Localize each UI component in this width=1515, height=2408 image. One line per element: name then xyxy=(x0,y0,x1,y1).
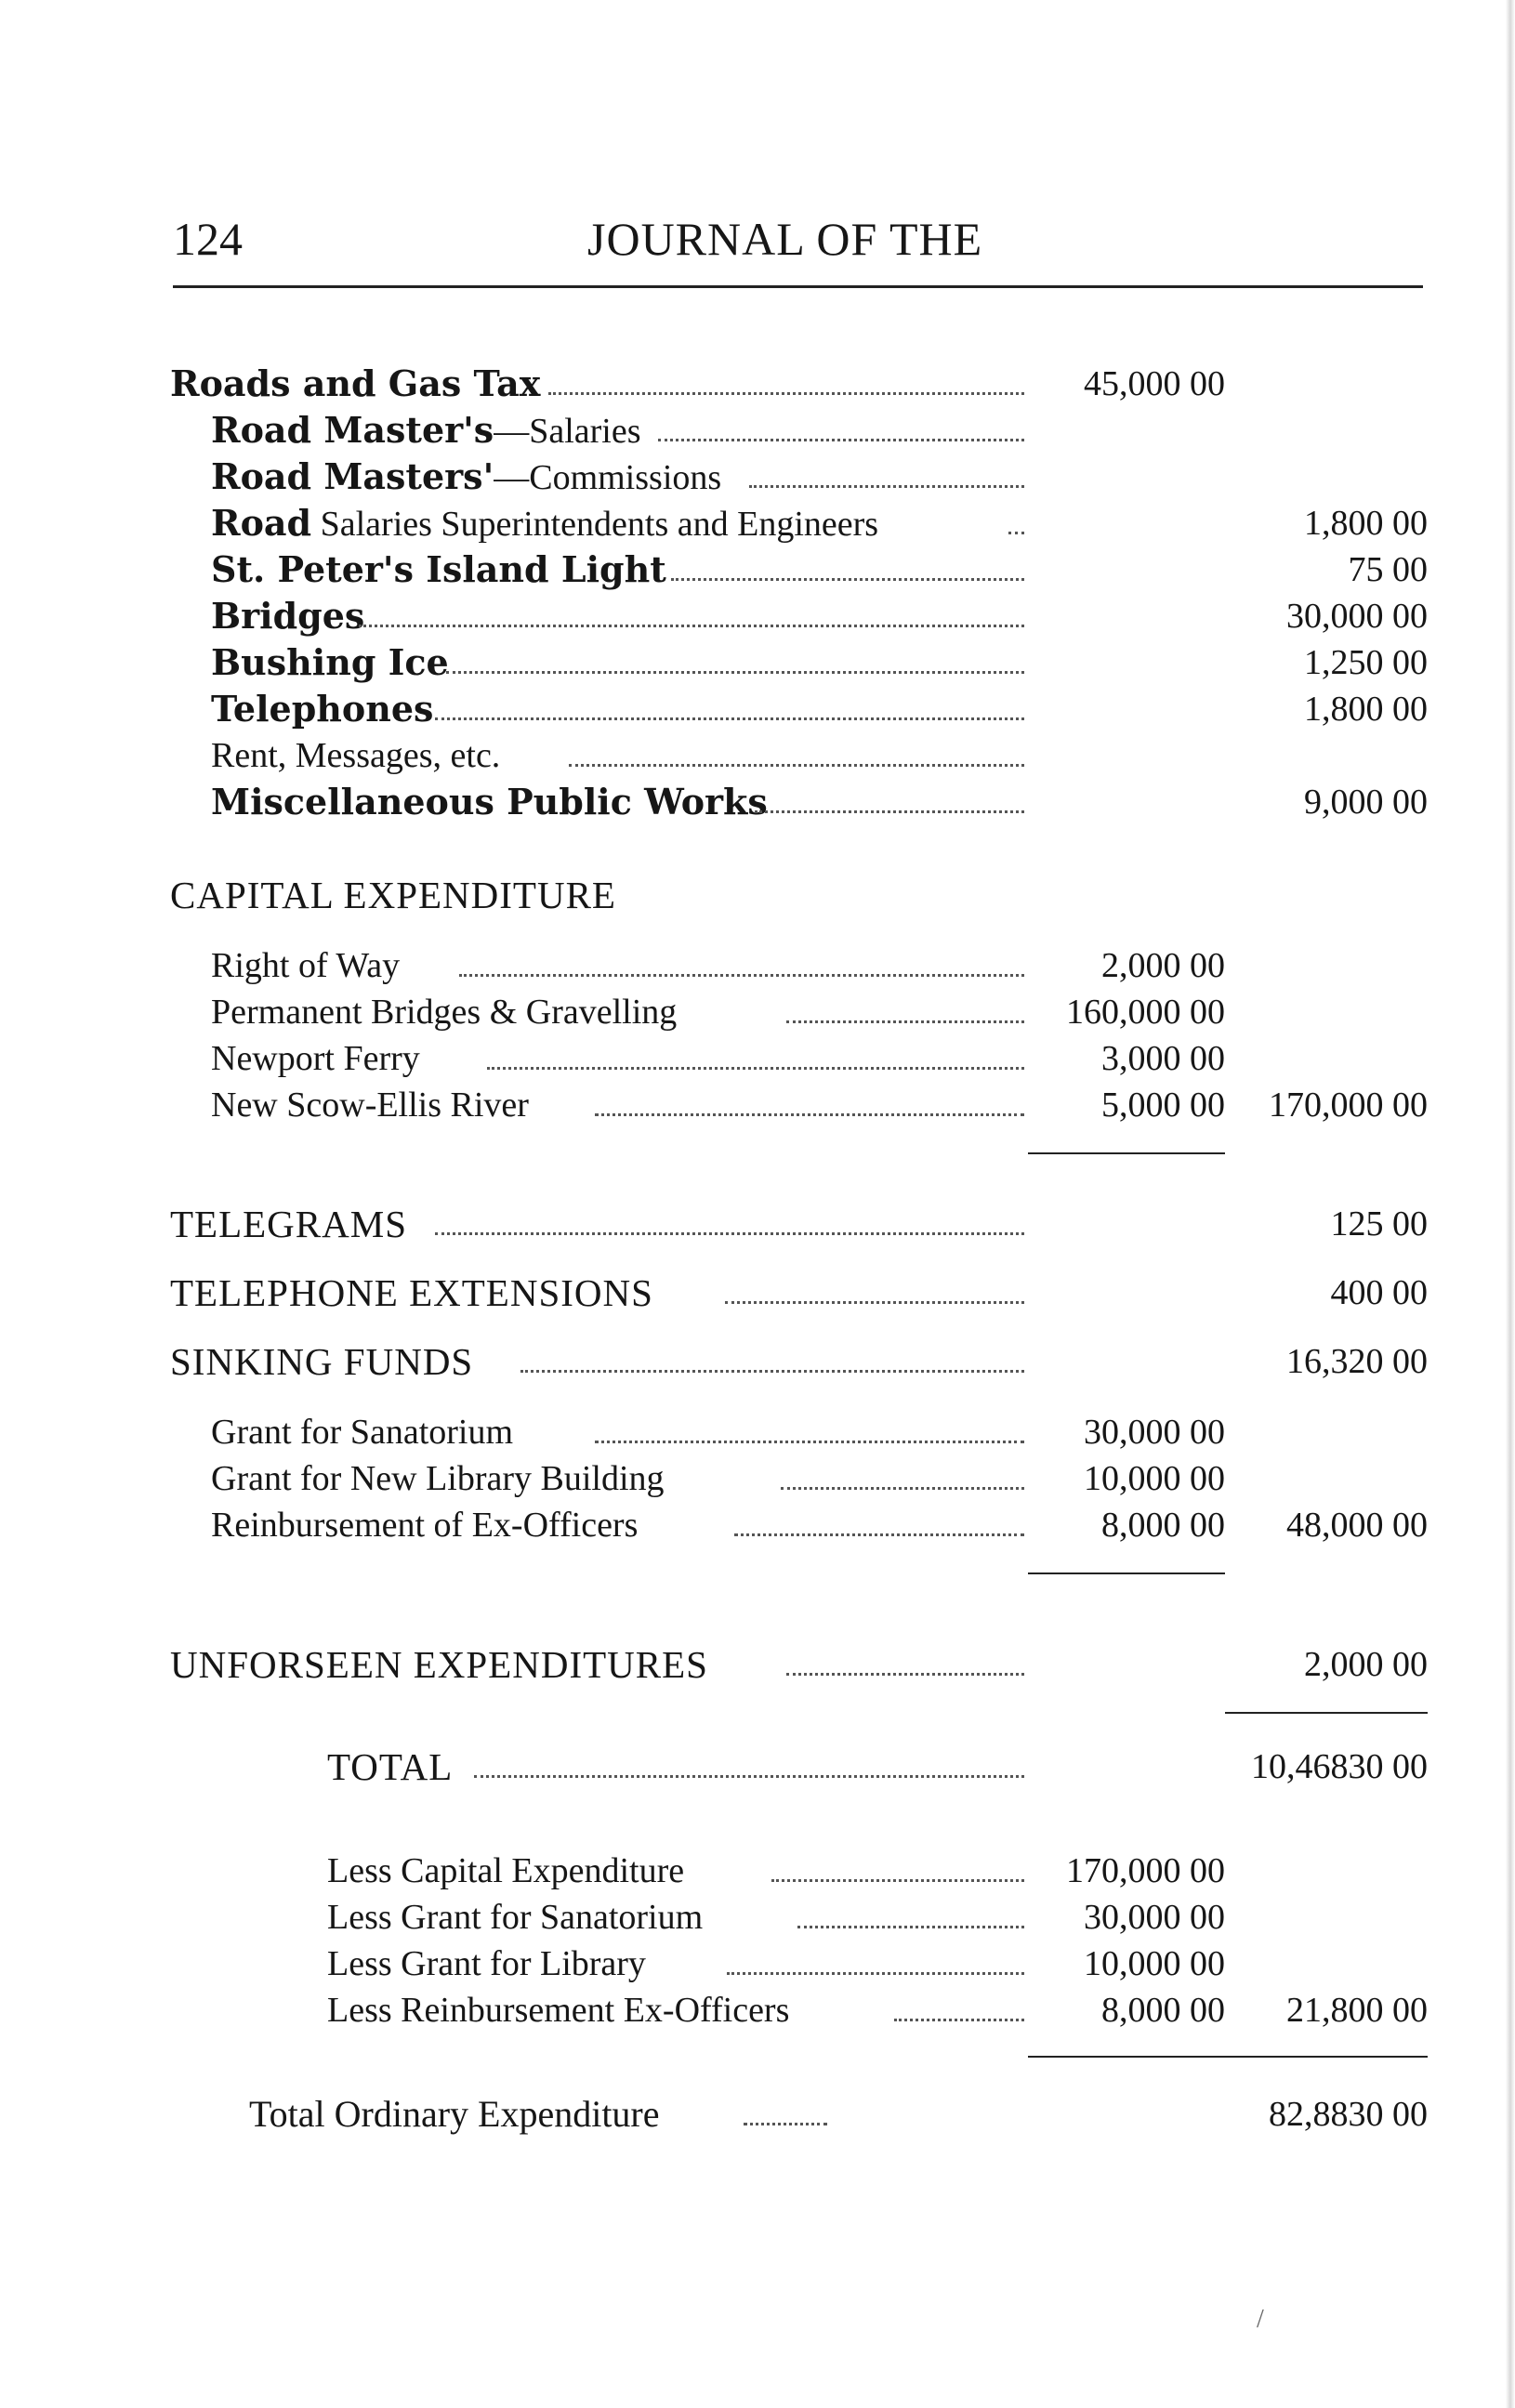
leader-dots xyxy=(435,699,1024,720)
leader-dots xyxy=(725,1283,1024,1304)
leader-dots xyxy=(781,1468,1024,1490)
capital-amount: 5,000 00 xyxy=(1101,1086,1225,1125)
total-telephones: 1,800 00 xyxy=(1304,690,1428,729)
label-island-light: St. Peter's Island Light xyxy=(211,548,666,590)
capital-total: 170,000 00 xyxy=(1269,1086,1428,1125)
label-road-salaries: Road Salaries Superintendents and Engineers xyxy=(211,502,879,544)
label-roads-gas-tax: Roads and Gas Tax xyxy=(170,362,541,404)
row-telephones xyxy=(0,686,1515,732)
capital-label: Right of Way xyxy=(211,946,401,985)
total-unforseen: 2,000 00 xyxy=(1304,1645,1428,1684)
amount-total-ordinary: 82,8830 00 xyxy=(1269,2095,1428,2134)
row-road-masters-commissions xyxy=(0,454,1515,500)
label-bushing-ice: Bushing Ice xyxy=(211,641,449,683)
less-amount: 10,000 00 xyxy=(1084,1944,1225,1983)
grant-label: Grant for New Library Building xyxy=(211,1459,665,1498)
capital-row xyxy=(0,1035,1515,1082)
leader-dots xyxy=(487,1048,1024,1070)
label-road-master-salaries: Road Master's—Salaries xyxy=(211,409,641,451)
leader-dots xyxy=(569,745,1024,767)
capital-heading-row xyxy=(0,872,1515,918)
capital-label: Permanent Bridges & Gravelling xyxy=(211,993,678,1032)
page-number: 124 xyxy=(173,213,243,265)
less-row xyxy=(0,1848,1515,1894)
row-telephone-extensions xyxy=(0,1270,1515,1316)
less-row xyxy=(0,1987,1515,2033)
leader-dots xyxy=(744,2104,827,2125)
label-total: TOTAL xyxy=(327,1745,454,1788)
leader-dots xyxy=(755,792,1024,813)
row-road-salaries xyxy=(0,500,1515,546)
leader-dots xyxy=(894,2000,1024,2021)
amount-total: 10,46830 00 xyxy=(1251,1747,1428,1786)
less-row xyxy=(0,1894,1515,1941)
less-label: Less Reinbursement Ex-Officers xyxy=(327,1991,790,2030)
stray-mark: / xyxy=(1257,2305,1264,2334)
subtotal-rule xyxy=(1028,1572,1225,1574)
total-island-light: 75 00 xyxy=(1348,550,1428,589)
leader-dots xyxy=(595,1422,1024,1443)
grant-amount: 8,000 00 xyxy=(1101,1506,1225,1545)
label-telephones: Telephones xyxy=(211,688,434,730)
row-total-ordinary xyxy=(0,2091,1515,2138)
total-road-salaries: 1,800 00 xyxy=(1304,504,1428,543)
leader-dots xyxy=(595,1095,1024,1116)
leader-dots xyxy=(520,1351,1024,1373)
row-telegrams xyxy=(0,1201,1515,1247)
label-unforseen: UNFORSEEN EXPENDITURES xyxy=(170,1643,708,1686)
less-label: Less Capital Expenditure xyxy=(327,1851,685,1890)
leader-dots xyxy=(727,1954,1024,1975)
grant-total: 48,000 00 xyxy=(1286,1506,1428,1545)
less-total: 21,800 00 xyxy=(1286,1991,1428,2030)
grant-row xyxy=(0,1502,1515,1548)
grant-label: Grant for Sanatorium xyxy=(211,1413,514,1452)
capital-label: Newport Ferry xyxy=(211,1039,420,1078)
capital-amount: 160,000 00 xyxy=(1066,993,1225,1032)
leader-dots xyxy=(435,1214,1024,1235)
row-rent xyxy=(0,732,1515,779)
leader-dots xyxy=(548,374,1024,395)
subtotal-rule xyxy=(1028,1152,1225,1154)
capital-heading: CAPITAL EXPENDITURE xyxy=(170,874,616,916)
amount-roads-gas-tax: 45,000 00 xyxy=(1084,364,1225,403)
leader-dots xyxy=(749,467,1024,488)
total-bushing-ice: 1,250 00 xyxy=(1304,643,1428,682)
grant-label: Reinbursement of Ex-Officers xyxy=(211,1506,639,1545)
leader-dots xyxy=(459,955,1024,977)
running-head: JOURNAL OF THE xyxy=(587,213,983,265)
less-amount: 30,000 00 xyxy=(1084,1898,1225,1937)
leader-dots xyxy=(359,606,1024,627)
capital-label: New Scow-Ellis River xyxy=(211,1086,529,1125)
row-sinking-funds xyxy=(0,1338,1515,1385)
leader-dots xyxy=(797,1907,1024,1928)
less-label: Less Grant for Library xyxy=(327,1944,646,1983)
grant-amount: 30,000 00 xyxy=(1084,1413,1225,1452)
capital-row xyxy=(0,942,1515,989)
label-bridges: Bridges xyxy=(211,595,365,637)
capital-row xyxy=(0,989,1515,1035)
leader-dots xyxy=(1008,513,1024,534)
grant-row xyxy=(0,1409,1515,1455)
total-telegrams: 125 00 xyxy=(1330,1204,1428,1243)
row-total xyxy=(0,1743,1515,1790)
label-telegrams: TELEGRAMS xyxy=(170,1203,407,1245)
label-road-masters-commissions: Road Masters'—Commissions xyxy=(211,455,722,497)
label-total-ordinary: Total Ordinary Expenditure xyxy=(249,2093,660,2135)
total-rule xyxy=(1225,1712,1428,1714)
page-header xyxy=(0,212,1515,268)
row-bushing-ice xyxy=(0,639,1515,686)
grant-row xyxy=(0,1455,1515,1502)
header-rule xyxy=(173,285,1423,288)
leader-dots xyxy=(771,1861,1024,1882)
less-row xyxy=(0,1941,1515,1987)
row-bridges xyxy=(0,593,1515,639)
total-telephone-extensions: 400 00 xyxy=(1330,1273,1428,1312)
less-amount: 170,000 00 xyxy=(1066,1851,1225,1890)
label-sinking-funds: SINKING FUNDS xyxy=(170,1340,474,1383)
row-island-light xyxy=(0,546,1515,593)
leader-dots xyxy=(786,1654,1024,1676)
total-misc-public-works: 9,000 00 xyxy=(1304,783,1428,822)
leader-dots xyxy=(474,1757,1024,1778)
less-amount: 8,000 00 xyxy=(1101,1991,1225,2030)
grant-amount: 10,000 00 xyxy=(1084,1459,1225,1498)
label-telephone-extensions: TELEPHONE EXTENSIONS xyxy=(170,1271,653,1314)
row-misc-public-works xyxy=(0,779,1515,825)
less-label: Less Grant for Sanatorium xyxy=(327,1898,704,1937)
capital-row xyxy=(0,1082,1515,1128)
leader-dots xyxy=(734,1515,1024,1536)
leader-dots xyxy=(658,420,1024,441)
capital-amount: 3,000 00 xyxy=(1101,1039,1225,1078)
row-road-master-salaries xyxy=(0,407,1515,454)
leader-dots xyxy=(446,652,1024,674)
capital-amount: 2,000 00 xyxy=(1101,946,1225,985)
label-misc-public-works: Miscellaneous Public Works xyxy=(211,781,768,822)
total-bridges: 30,000 00 xyxy=(1286,597,1428,636)
final-rule xyxy=(1028,2056,1428,2058)
leader-dots xyxy=(786,1002,1024,1023)
total-sinking-funds: 16,320 00 xyxy=(1286,1342,1428,1381)
row-roads-gas-tax xyxy=(0,361,1515,407)
leader-dots xyxy=(671,559,1024,581)
label-rent: Rent, Messages, etc. xyxy=(211,736,501,775)
row-unforseen xyxy=(0,1641,1515,1688)
